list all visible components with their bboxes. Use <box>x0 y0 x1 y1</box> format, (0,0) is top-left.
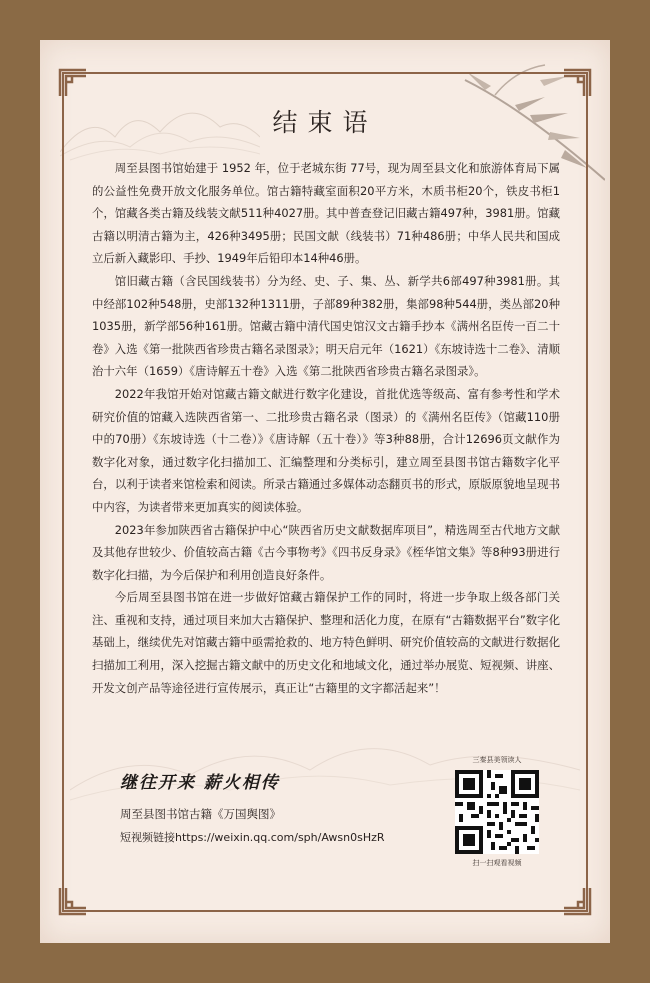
body-text <box>92 157 560 699</box>
corner-ornament-top-right <box>562 68 592 98</box>
image-caption: 周至县图书馆古籍《万国舆图》 <box>120 807 281 821</box>
video-link[interactable]: 短视频链接https://weixin.qq.com/sph/Awsn0sHzR <box>120 831 385 844</box>
qr-subtitle: 扫一扫观看视频 <box>472 859 522 867</box>
paragraph-project-2023: 2023年参加陕西省古籍保护中心“陕西省历史文献数据库项目”，精选周至古代地方文献及其他存世较少、价值较高古籍《古今事物考》《四书反身录》《桎华馆文集》等8种93册进行数字化扫描，为今后保护和利用创造良好条件。 <box>92 522 560 582</box>
corner-ornament-top-left <box>58 68 88 98</box>
qr-title: 三秦县美领读人 <box>472 756 522 764</box>
qr-code[interactable] <box>455 770 539 854</box>
paragraph-future-plans: 今后周至县图书馆在进一步做好馆藏古籍保护工作的同时，将进一步争取上级各部门关注、重视和支持，通过项目来加大古籍保护、整理和活化力度，在原有“古籍数据平台”数字化基础上，继续优先对馆藏古籍中亟需抢救的、地方特色鲜明、研究价值较高的文献进行数据化扫描加工利用，深入挖掘古籍文献中的历史文化和地域文化，通过举办展览、短视频、讲座、开发文创产品等途径进行宣传展示，真正让“古籍里的文字都活起来”！ <box>92 590 560 695</box>
paragraph-history: 周至县图书馆始建于 1952 年，位于老城东街 77号，现为周至县文化和旅游体育局下属的公益性免费开放文化服务单位。馆古籍特藏室面积20平方米，木质书柜20个，铁皮书柜1个，馆藏各类古籍及线装文献511种4027册。其中普查登记旧藏古籍497种，3981册。馆藏古籍以明清古籍为主，426种3495册；民国文献（线装书）71种486册；中华人民共和国成立后新入藏影印、手抄、1949年后铅印本14种46册。 <box>92 161 560 266</box>
page-title: 结束语 <box>272 108 378 137</box>
corner-ornament-bottom-right <box>562 886 592 916</box>
paragraph-digitization-2022: 2022年我馆开始对馆藏古籍文献进行数字化建设，首批优选等级高、富有参考性和学术研究价值的馆藏入选陕西省第一、二批珍贵古籍名录（图录）的《满州名臣传》（馆藏110册中的70册）《东坡诗选（十二卷）》《唐诗解（五十卷）》等3种88册，合计12696页文献作为数字化对象，通过数字化扫描加工、汇编整理和分类标引，建立周至县图书馆古籍数字化平台，以利于读者来馆检索和阅读。所录古籍通过多媒体动态翻页书的形式，原版原貌地呈现书中内容，为读者带来更加真实的阅读体验。 <box>92 386 560 514</box>
corner-ornament-bottom-left <box>58 886 88 916</box>
slogan: 继往开来 薪火相传 <box>120 773 280 793</box>
paragraph-collection: 馆旧藏古籍（含民国线装书）分为经、史、子、集、丛、新学共6部497种3981册。其中经部102种548册，史部132种1311册，子部89种382册，集部98种544册，类丛部20种1035册，新学部56种161册。馆藏古籍中清代国史馆汉文古籍手抄本《满州名臣传一百二十卷》入选《第一批陕西省珍贵古籍名录图录》；明天启元年（1621）《东坡诗选十二卷》、清顺治十六年（1659）《唐诗解五十卷》入选《第二批陕西省珍贵古籍名录图录》。 <box>92 273 560 379</box>
